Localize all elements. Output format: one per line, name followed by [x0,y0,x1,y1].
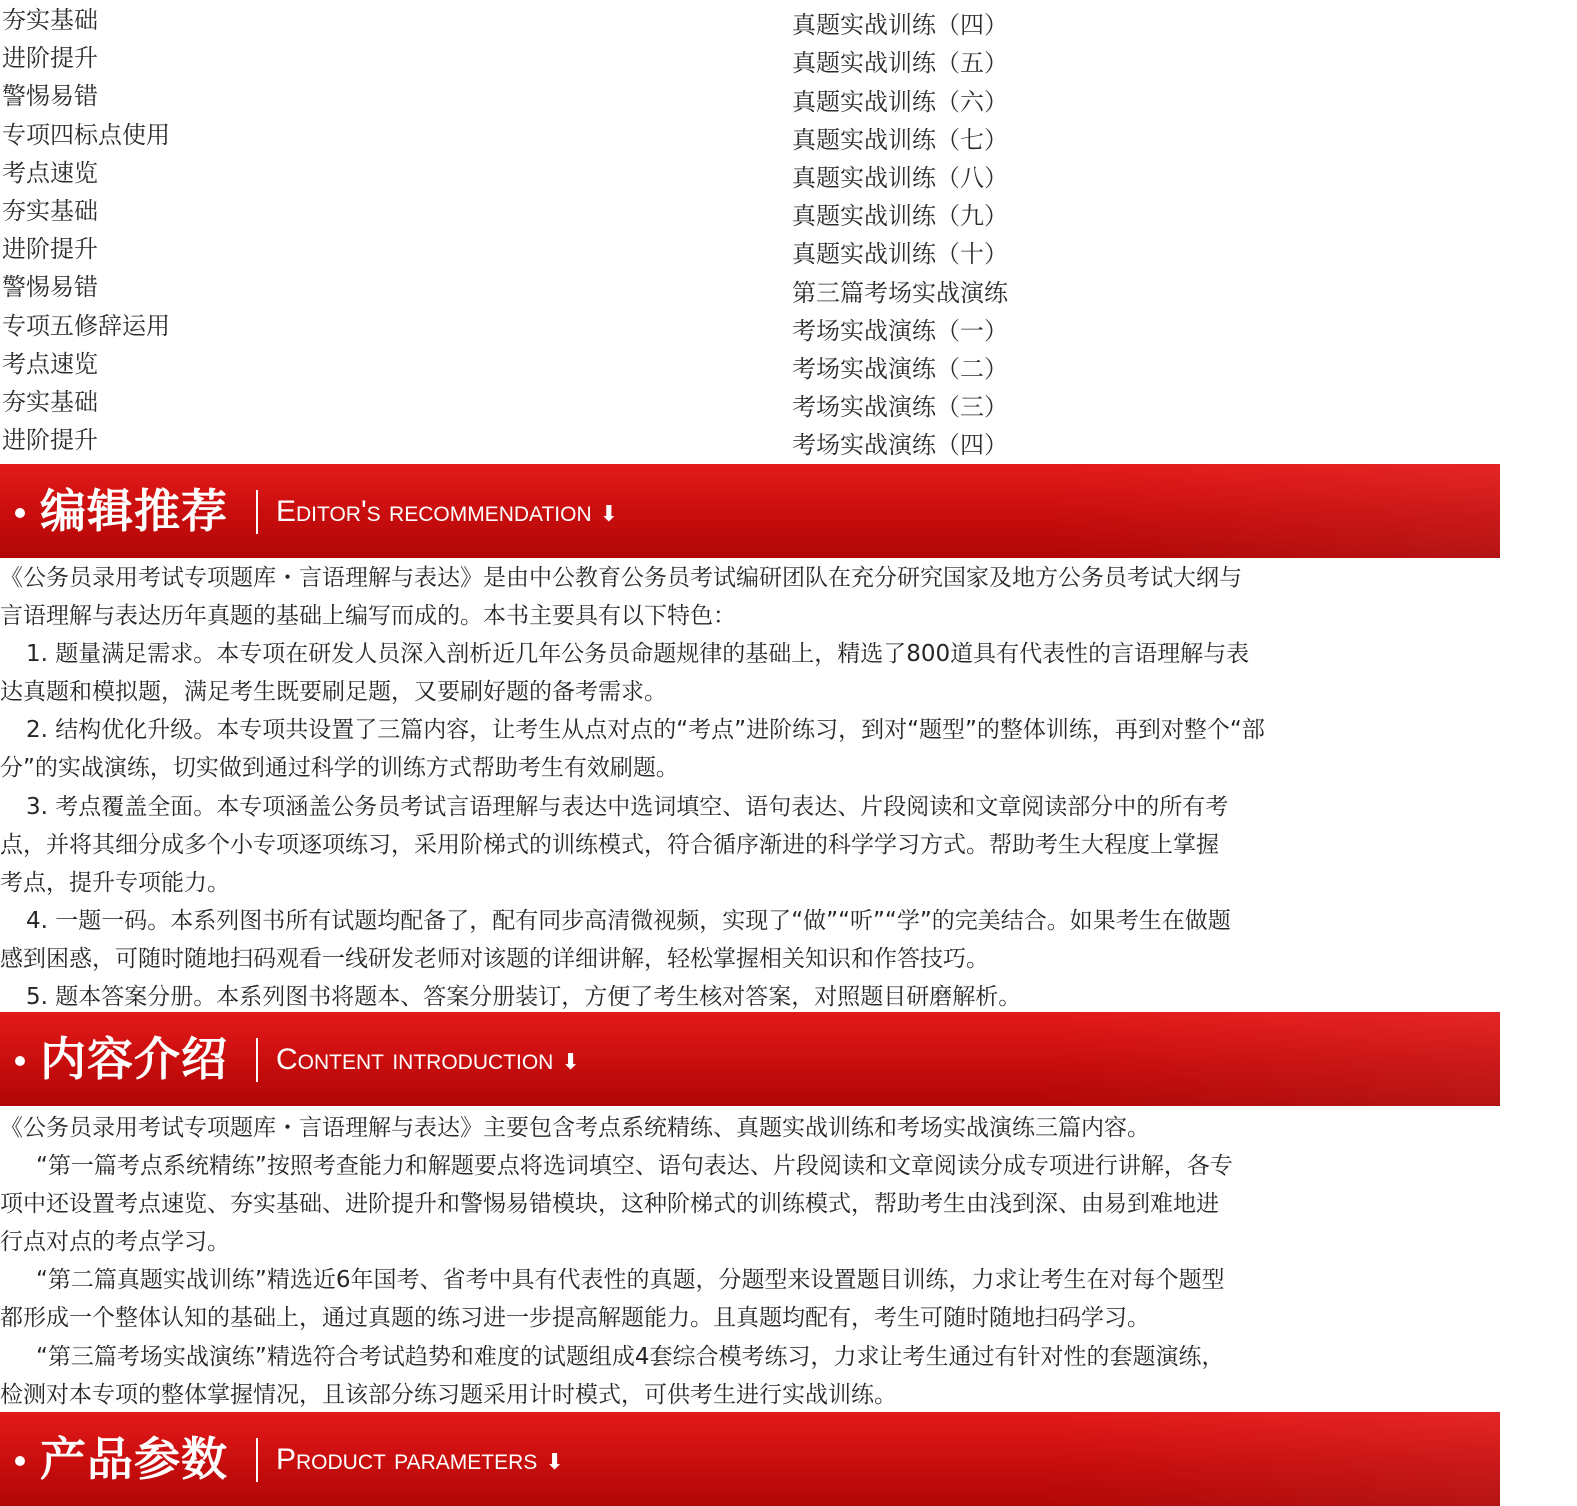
paragraph-line: 4. 一题一码。本系列图书所有试题均配备了，配有同步高清微视频，实现了“做”“听”“学”的完美结合。如果考生在做题 [26,907,1231,934]
paragraph-line: 1. 题量满足需求。本专项在研发人员深入剖析近几年公务员命题规律的基础上，精选了800道具有代表性的言语理解与表 [26,641,1250,668]
toc-item: 真题实战训练（九） [792,202,1008,231]
section-title-cn: 产品参数 [40,1432,228,1486]
paragraph-line: 达真题和模拟题，满足考生既要刷足题，又要刷好题的备考需求。 [0,679,667,706]
section-banner-editor [0,464,1500,558]
down-arrow-icon: ⬇ [561,1049,580,1074]
toc-item: 真题实战训练（八） [792,163,1008,192]
toc-item: 进阶提升 [2,426,98,455]
toc-item: 警惕易错 [2,273,98,302]
section-title-cn: 内容介绍 [40,1032,228,1086]
title-divider [256,1038,258,1082]
section-banner-content [0,1012,1500,1106]
paragraph-line: 《公务员录用考试专项题库・言语理解与表达》主要包含考点系统精练、真题实战训练和考场实战演练三篇内容。 [0,1115,1150,1141]
toc-right-column [792,0,1008,464]
toc-item: 考场实战演练（四） [792,431,1008,460]
toc-item: 考点速览 [2,349,98,378]
content-introduction-text [0,1109,1500,1414]
toc-item: 真题实战训练（五） [792,49,1008,78]
paragraph-line: 《公务员录用考试专项题库・言语理解与表达》是由中公教育公务员考试编研团队在充分研究国家及地方公务员考试大纲与 [0,565,1242,591]
paragraph-line: “第三篇考场实战演练”精选符合考试趋势和难度的试题组成4套综合模考练习，力求让考生通过有针对性的套题演练， [36,1343,1225,1370]
toc-item: 专项四标点使用 [2,120,170,149]
section-title-en-text: Product parameters [276,1443,538,1476]
bullet-icon [15,1456,25,1466]
paragraph-line: 行点对点的考点学习。 [0,1229,230,1256]
down-arrow-icon: ⬇ [545,1449,564,1474]
toc-left-column [2,1,170,459]
paragraph-line: 都形成一个整体认知的基础上，通过真题的练习进一步提高解题能力。且真题均配有，考生可随时随地扫码学习。 [0,1305,1150,1332]
paragraph-line: 点，并将其细分成多个小专项逐项练习，采用阶梯式的训练模式，符合循序渐进的科学学习方式。帮助考生大程度上掌握 [0,831,1219,858]
down-arrow-icon: ⬇ [599,501,619,526]
section-banner-product [0,1412,1500,1506]
paragraph-line: 分”的实战演练，切实做到通过科学的训练方式帮助考生有效刷题。 [0,755,679,782]
paragraph-line: 2. 结构优化升级。本专项共设置了三篇内容，让考生从点对点的“考点”进阶练习，到对“题型”的整体训练，再到对整个“部 [26,717,1265,744]
bullet-icon [15,508,25,518]
toc-item: 真题实战训练（四） [792,11,1008,40]
bullet-icon [15,1056,25,1066]
toc-item: 第三篇考场实战演练 [792,278,1008,307]
section-title-en-text: Content introduction [276,1043,554,1076]
toc-item: 真题实战训练（六） [792,87,1008,116]
toc-item: 警惕易错 [2,82,98,111]
toc-item: 夯实基础 [2,387,98,416]
toc-item: 夯实基础 [2,196,98,225]
paragraph-line: 检测对本专项的整体掌握情况，且该部分练习题采用计时模式，可供考生进行实战训练。 [0,1381,897,1408]
toc-item: 考场实战演练（二） [792,354,1008,383]
section-title-en-text: Editor's recommendation [276,495,592,528]
section-title-cn: 编辑推荐 [40,484,228,538]
title-divider [256,490,258,534]
toc-item: 进阶提升 [2,235,98,264]
toc-item: 考场实战演练（三） [792,393,1008,422]
section-title-en [276,1440,564,1480]
table-of-contents [0,0,1500,462]
toc-item: 真题实战训练（七） [792,125,1008,154]
toc-item: 专项五修辞运用 [2,311,170,340]
toc-item: 考场实战演练（一） [792,316,1008,345]
toc-item: 夯实基础 [2,6,98,34]
toc-item: 考点速览 [2,158,98,187]
title-divider [256,1438,258,1482]
paragraph-line: 言语理解与表达历年真题的基础上编写而成的。本书主要具有以下特色： [0,603,736,630]
paragraph-line: “第二篇真题实战训练”精选近6年国考、省考中具有代表性的真题，分题型来设置题目训练，力求让考生在对每个题型 [36,1267,1225,1294]
paragraph-line: 项中还设置考点速览、夯实基础、进阶提升和警惕易错模块，这种阶梯式的训练模式，帮助考生由浅到深、由易到难地进 [0,1191,1219,1218]
paragraph-line: 感到困惑，可随时随地扫码观看一线研发老师对该题的详细讲解，轻松掌握相关知识和作答技巧。 [0,945,989,972]
section-title-en [276,492,618,532]
toc-item: 进阶提升 [2,44,98,73]
section-title-en [276,1040,580,1080]
paragraph-line: “第一篇考点系统精练”按照考查能力和解题要点将选词填空、语句表达、片段阅读和文章阅读分成专项进行讲解，各专 [36,1153,1233,1180]
paragraph-line: 考点，提升专项能力。 [0,869,230,896]
paragraph-line: 3. 考点覆盖全面。本专项涵盖公务员考试言语理解与表达中选词填空、语句表达、片段阅读和文章阅读部分中的所有考 [26,793,1229,820]
paragraph-line: 5. 题本答案分册。本系列图书将题本、答案分册装订，方便了考生核对答案，对照题目研磨解析。 [26,984,1022,1011]
editor-recommendation-text [0,559,1500,1016]
toc-item: 真题实战训练（十） [792,240,1008,269]
